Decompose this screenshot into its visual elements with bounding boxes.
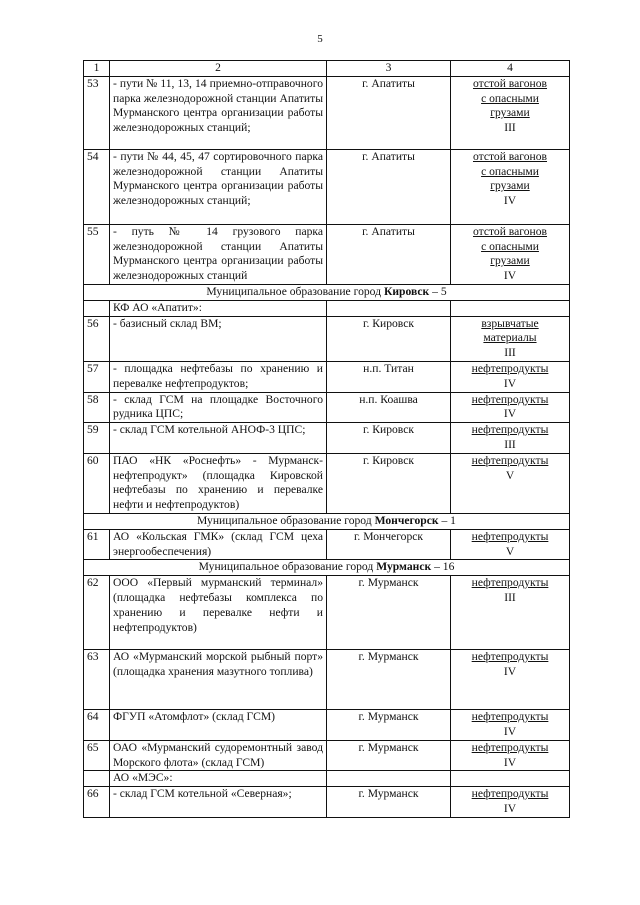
hazard-class: IV [503,664,517,678]
town: г. Апатиты [327,149,451,224]
municipality-name: Мончегорск [374,513,439,527]
town: г. Апатиты [327,76,451,149]
object-description: - склад ГСМ котельной «Северная»; [110,787,327,818]
object-description: - пути № 44, 45, 47 сортировочного парка железнодорожной станции Апатиты Мурманского центра организации работы железнодорожных станций; [110,149,327,224]
hazard-class: IV [503,755,517,769]
hazard-class: III [504,121,516,135]
hazard-type [451,76,570,149]
hazard-class: IV [503,376,517,390]
organization-name: АО «МЭС»: [110,771,327,787]
column-header: 3 [327,61,451,77]
object-description: - склад ГСМ котельной АНОФ-3 ЦПС; [110,423,327,454]
row-number: 54 [84,149,110,224]
hazard-class: V [505,468,515,482]
object-description: - путь № 14 грузового парка железнодорожной станции Апатиты Мурманского центра организации работы железнодорожных станций [110,224,327,284]
row-number: 58 [84,392,110,423]
town: г. Мончегорск [327,529,451,560]
municipality-count: – 5 [429,284,447,298]
row-number: 62 [84,576,110,650]
hazard-type [451,316,570,361]
hazard-objects-table [83,60,570,818]
table-row [84,361,570,392]
town [327,771,451,787]
municipality-header [84,284,570,300]
object-description: ПАО «НК «Роснефть» - Мурманск-нефтепродукт» (площадка Кировской нефтебазы по хранению и перевалке нефти и нефтепродуктов) [110,453,327,513]
row-number: 65 [84,740,110,771]
municipality-prefix: Муниципальное образование город [206,284,384,298]
object-description: - склад ГСМ на площадке Восточного рудника ЦПС; [110,392,327,423]
municipality-header-row [84,560,570,576]
hazard-line: нефтепродукты [471,361,549,375]
municipality-prefix: Муниципальное образование город [197,513,375,527]
hazard-class: V [505,544,515,558]
municipality-prefix: Муниципальное образование город [198,560,377,574]
hazard [451,771,570,787]
table-row [84,423,570,454]
hazard-class: IV [503,269,517,283]
object-description: ОАО «Мурманский судоремонтный завод Морского флота» (склад ГСМ) [110,740,327,771]
hazard-line: отстой вагонов [472,224,548,238]
hazard-line: нефтепродукты [471,740,549,754]
column-header: 2 [110,61,327,77]
table-row [84,787,570,818]
table-row [84,392,570,423]
table-row [84,316,570,361]
object-description: АО «Кольская ГМК» (склад ГСМ цеха энергообеспечения) [110,529,327,560]
object-description: - площадка нефтебазы по хранению и перевалке нефтепродуктов; [110,361,327,392]
object-description: - пути № 11, 13, 14 приемно-отправочного парка железнодорожной станции Апатиты Мурманского центра организации работы железнодорожных станций; [110,76,327,149]
town: г. Апатиты [327,224,451,284]
table-row [84,453,570,513]
hazard-line: нефтепродукты [471,529,549,543]
object-description: АО «Мурманский морской рыбный порт» (площадка хранения мазутного топлива) [110,650,327,710]
hazard-line: с опасными [481,91,539,105]
table-row [84,740,570,771]
hazard-line: нефтепродукты [471,392,549,406]
hazard [451,300,570,316]
table-row [84,224,570,284]
row-number: 59 [84,423,110,454]
row-number: 66 [84,787,110,818]
hazard-type [451,453,570,513]
column-number-row [84,61,570,77]
row-number [84,300,110,316]
hazard-line: грузами [490,179,530,193]
table-row [84,529,570,560]
row-number: 57 [84,361,110,392]
municipality-header-row [84,284,570,300]
town: н.п. Титан [327,361,451,392]
hazard-type [451,650,570,710]
hazard-class: IV [503,407,517,421]
hazard-line: нефтепродукты [471,787,549,801]
column-header: 4 [451,61,570,77]
town [327,300,451,316]
hazard-line: нефтепродукты [471,423,549,437]
hazard-type [451,740,570,771]
hazard-type [451,787,570,818]
organization-row [84,300,570,316]
town: г. Кировск [327,423,451,454]
hazard-type [451,710,570,741]
row-number: 63 [84,650,110,710]
hazard-line: нефтепродукты [471,650,549,664]
object-description: - базисный склад ВМ; [110,316,327,361]
hazard-type [451,224,570,284]
hazard-line: с опасными [481,164,539,178]
table-row [84,710,570,741]
hazard-line: нефтепродукты [471,453,549,467]
hazard-line: материалы [483,331,537,345]
row-number: 53 [84,76,110,149]
organization-row [84,771,570,787]
object-description: ООО «Первый мурманский терминал» (площадка нефтебазы комплекса по хранению и перевалке нефти и нефтепродуктов) [110,576,327,650]
hazard-class: IV [503,194,517,208]
hazard-class: IV [503,801,517,815]
municipality-name: Мурманск [376,560,432,574]
hazard-class: III [504,590,516,604]
hazard-type [451,149,570,224]
hazard-line: взрывчатые [481,316,539,330]
hazard-line: грузами [490,254,530,268]
hazard-type [451,423,570,454]
hazard-line: с опасными [481,239,539,253]
table-row [84,149,570,224]
hazard-class: IV [503,724,517,738]
municipality-header [84,560,570,576]
town: г. Мурманск [327,710,451,741]
table-row [84,76,570,149]
row-number: 64 [84,710,110,741]
hazard-type [451,529,570,560]
row-number: 56 [84,316,110,361]
hazard-type [451,361,570,392]
town: г. Кировск [327,453,451,513]
municipality-count: – 16 [431,560,455,574]
page-number: 5 [317,33,323,45]
hazard-type [451,576,570,650]
hazard-class: III [504,346,516,360]
town: г. Мурманск [327,787,451,818]
town: г. Кировск [327,316,451,361]
town: н.п. Коашва [327,392,451,423]
row-number: 55 [84,224,110,284]
table-row [84,576,570,650]
town: г. Мурманск [327,740,451,771]
municipality-count: – 1 [438,513,456,527]
row-number: 61 [84,529,110,560]
hazard-class: III [504,437,516,451]
row-number: 60 [84,453,110,513]
hazard-line: отстой вагонов [472,149,548,163]
organization-name: КФ АО «Апатит»: [110,300,327,316]
hazard-line: нефтепродукты [471,710,549,724]
municipality-name: Кировск [383,284,430,298]
column-header: 1 [84,61,110,77]
hazard-type [451,392,570,423]
hazard-line: нефтепродукты [471,576,549,590]
row-number [84,771,110,787]
table-row [84,650,570,710]
object-description: ФГУП «Атомфлот» (склад ГСМ) [110,710,327,741]
hazard-line: отстой вагонов [472,76,548,90]
town: г. Мурманск [327,650,451,710]
municipality-header [84,513,570,529]
hazard-line: грузами [490,106,530,120]
town: г. Мурманск [327,576,451,650]
municipality-header-row [84,513,570,529]
